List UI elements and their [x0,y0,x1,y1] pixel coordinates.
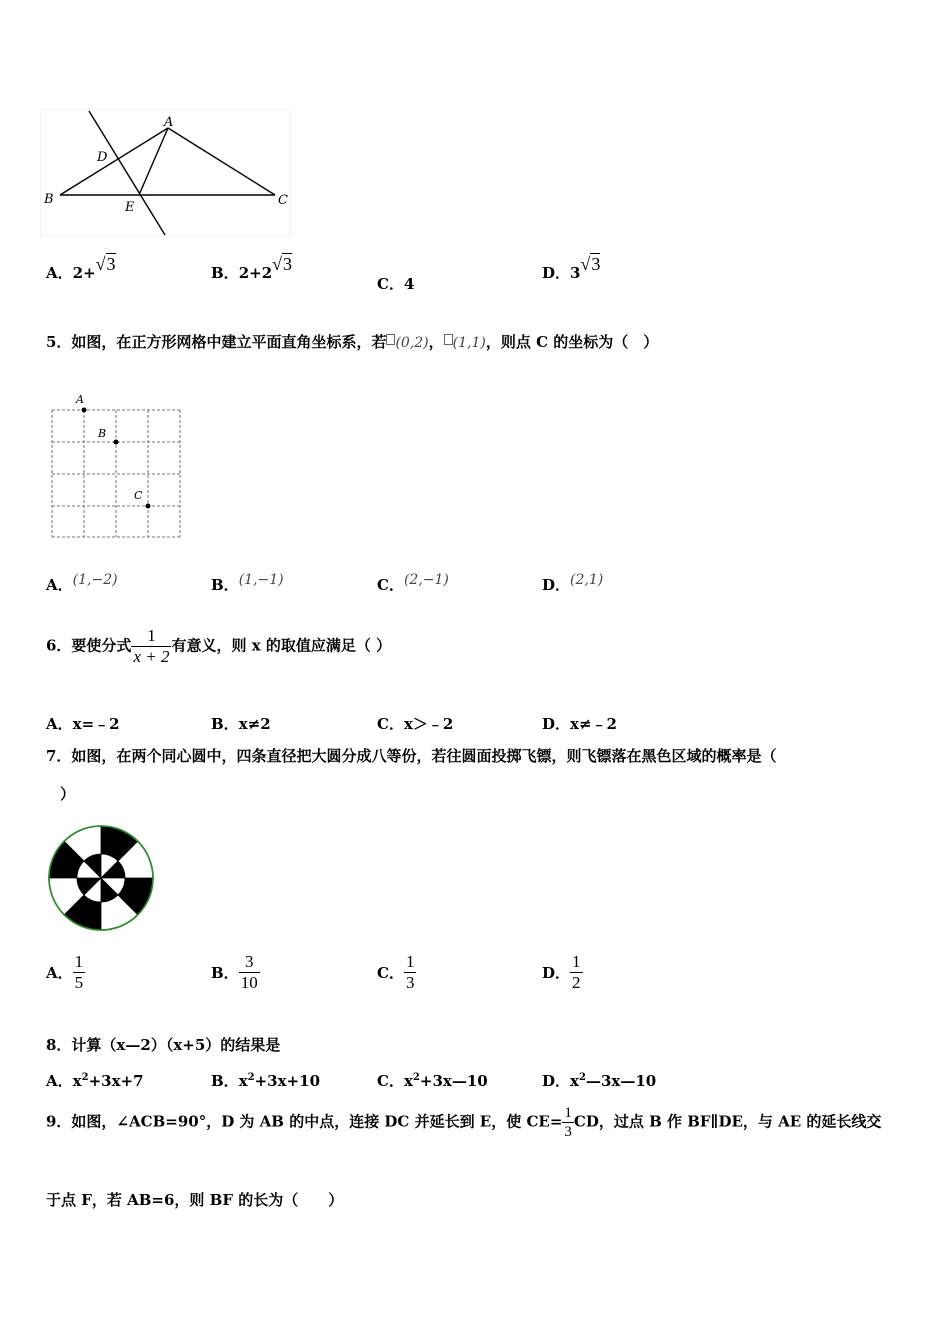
option-value: x [570,1072,579,1090]
fraction [570,952,583,993]
q7-dartboard-figure [46,823,156,933]
point-c [146,504,151,509]
q7-option-a [46,952,85,993]
option-label: A． [46,1072,73,1090]
option-value: x≠2 [238,715,271,733]
option-value: (1,−2) [72,572,118,588]
option-value: x [72,1072,82,1090]
fraction [562,1104,574,1141]
q6-stem [46,626,391,667]
fraction-numerator: 1 [147,626,156,645]
q8-option-c [377,1070,488,1091]
option-label: C． [377,275,404,293]
option-value: 4 [403,275,415,293]
coord-a: (0,2) [395,335,429,351]
q7-stem-line1: 7．如图，在两个同心圆中，四条直径把大圆分成八等份，若往圆面投掷飞镖，则飞镖落在黑色区域的概率是（ [46,747,777,765]
q8-option-d [542,1070,656,1091]
q7-option-b [211,952,260,993]
option-value: (2,−1) [403,572,449,588]
option-label: B． [211,715,239,733]
option-value: +3x—10 [419,1072,488,1090]
option-label: D． [542,576,571,594]
q4-option-d [542,254,601,283]
option-label: C． [377,964,404,982]
option-value: (2,1) [570,572,604,588]
fraction [73,952,86,993]
point-b [114,440,119,445]
option-label: D． [542,715,571,733]
option-label: B． [211,576,239,594]
option-label: D． [542,964,571,982]
option-value: x [238,1072,248,1090]
q9-stem-line2: 于点 F，若 AB=6，则 BF 的长为（ ） [46,1191,344,1209]
fraction-denominator: 10 [240,973,258,992]
stem-text: ，则点 C 的坐标为（ ） [485,333,659,351]
radicand: 3 [591,254,601,274]
option-value: (1,−1) [238,572,284,588]
stem-text: 5．如图，在正方形网格中建立平面直角坐标系，若 [46,333,387,351]
label-e: E [125,200,135,215]
option-label: B． [211,964,239,982]
fraction [239,952,260,993]
option-label: A． [46,715,73,733]
option-value: x [403,1072,413,1090]
fraction [404,952,417,993]
fraction-denominator: 3 [564,1124,572,1140]
option-label: D． [542,1072,571,1090]
option-value: 2+ [72,264,96,282]
fraction-denominator: 5 [74,973,84,992]
option-label: A． [46,576,73,594]
fraction-numerator: 1 [564,1105,572,1121]
stem-text: 6．要使分式 [46,636,132,655]
q6-option-b [211,713,271,734]
q8-option-b [211,1070,320,1091]
sqrt-symbol: √3 [580,254,601,274]
q6-option-c [377,713,453,734]
q7-option-c [377,952,416,993]
coord-b: (1,1) [452,335,486,351]
option-label: C． [377,576,404,594]
fraction-denominator: 3 [405,973,415,992]
q6-option-d [542,713,617,734]
exponent: 2 [578,1072,586,1083]
fraction-numerator: 1 [405,952,415,971]
q5-option-d [542,574,603,595]
stem-text: 有意义，则 x 的取值应满足（ ） [171,636,392,655]
stem-text: CD，过点 B 作 BF∥DE，与 AE 的延长线交 [573,1112,882,1131]
fraction-numerator: 1 [74,952,84,971]
option-label: C． [377,1072,404,1090]
option-value: x≠﹣2 [570,715,617,733]
q5-stem [46,332,658,353]
q5-option-a [46,574,118,595]
q7-stem-line2: ） [60,785,76,803]
q4-triangle-figure [40,108,296,240]
option-value: 2+2 [238,264,273,282]
q5-option-b [211,574,284,595]
option-label: A． [46,264,73,282]
q4-option-a [46,254,116,283]
q4-option-c [377,273,414,294]
separator: ， [428,333,444,351]
q8-stem: 8．计算（x—2）（x+5）的结果是 [46,1036,281,1054]
option-value: 3 [570,264,581,282]
option-value: +3x+10 [254,1072,320,1090]
exponent: 2 [247,1072,255,1083]
q4-option-b [211,254,293,283]
label-a: A [76,393,84,406]
q5-grid-figure [46,392,186,542]
fraction [131,626,171,667]
option-label: B． [211,264,239,282]
q8-option-a [46,1070,144,1091]
q6-option-a [46,713,120,734]
option-value: +3x+7 [88,1072,144,1090]
fraction-numerator: 3 [244,952,254,971]
option-label: A． [46,964,73,982]
label-b: B [98,427,107,440]
label-c: C [278,193,288,208]
option-value: —3x—10 [585,1072,657,1090]
option-value: x=﹣2 [72,715,120,733]
label-c: C [134,489,143,502]
stem-text: 9．如图，∠ACB=90°，D 为 AB 的中点，连接 DC 并延长到 E，使 CE= [46,1112,563,1131]
option-label: D． [542,264,571,282]
label-d: D [97,150,108,165]
exponent: 2 [81,1072,89,1083]
q7-option-d [542,952,583,993]
q9-stem [46,1104,881,1141]
sqrt-symbol: √3 [95,254,116,274]
radicand: 3 [283,254,293,274]
missing-glyph-icon [444,334,453,345]
radicand: 3 [106,254,116,274]
option-label: C． [377,715,404,733]
exponent: 2 [412,1072,420,1083]
fraction-denominator: 2 [572,973,581,992]
option-label: B． [211,1072,239,1090]
sqrt-symbol: √3 [272,254,293,274]
q5-option-c [377,574,449,595]
label-a: A [164,115,174,130]
fraction-denominator: x + 2 [133,647,170,666]
label-b: B [44,192,54,207]
option-value: x＞﹣2 [403,715,454,733]
point-a [82,408,87,413]
fraction-numerator: 1 [572,952,581,971]
